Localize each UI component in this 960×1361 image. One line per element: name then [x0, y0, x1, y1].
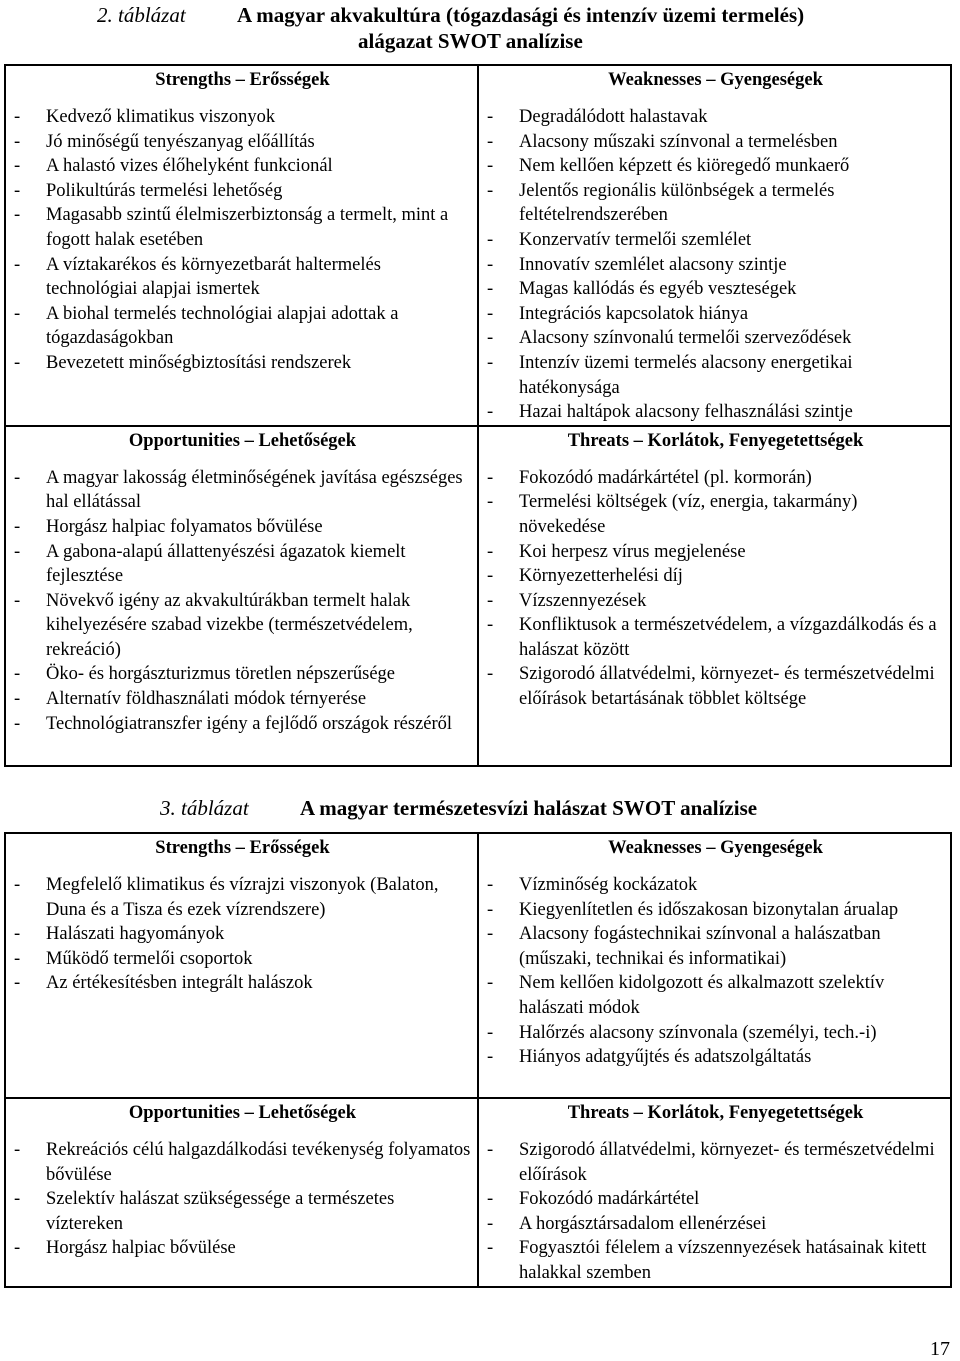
table3-caption-number: 3. táblázat	[160, 796, 249, 820]
list-item: - Halászati hagyományok	[12, 922, 473, 947]
list-item: - Nem kellően képzett és kiöregedő munkaerő	[485, 154, 946, 179]
list-item: - Magasabb szintű élelmiszerbiztonság a termelt, mint a fogott halak esetében	[12, 203, 473, 252]
list-item: - Halőrzés alacsony színvonala (személyi, tech.-i)	[485, 1021, 946, 1046]
list-item: - Kiegyenlítetlen és időszakosan bizonytalan árualap	[485, 898, 946, 923]
opportunities-cell	[5, 426, 478, 766]
list-item: - Innovatív szemlélet alacsony szintje	[485, 253, 946, 278]
list-item: - Horgász halpiac bővülése	[12, 1236, 473, 1261]
list-item: - Szigorodó állatvédelmi, környezet- és természetvédelmi előírások betartásának többlet költsége	[485, 662, 946, 711]
list-item: - Növekvő igény az akvakultúrákban termelt halak kihelyezésére szabad vizekbe (természetvédelem, rekreáció)	[12, 589, 473, 663]
list-item: - Hazai haltápok alacsony felhasználási szintje	[485, 400, 946, 425]
strengths-heading: Strengths – Erősségek	[155, 838, 330, 858]
page-number: 17	[930, 1338, 950, 1360]
weaknesses-list	[485, 873, 946, 1070]
list-item: - Intenzív üzemi termelés alacsony energetikai hatékonysága	[485, 351, 946, 400]
list-item: - Kedvező klimatikus viszonyok	[12, 105, 473, 130]
list-item: - Bevezetett minőségbiztosítási rendszerek	[12, 351, 473, 376]
opportunities-heading: Opportunities – Lehetőségek	[128, 430, 357, 451]
list-item: - Konzervatív termelői szemlélet	[485, 228, 946, 253]
list-item: - Horgász halpiac folyamatos bővülése	[12, 515, 473, 540]
list-item: - Hiányos adatgyűjtés és adatszolgáltatás	[485, 1045, 946, 1070]
weaknesses-list	[485, 105, 946, 425]
list-item: - Fokozódó madárkártétel (pl. kormorán)	[485, 466, 946, 491]
list-item: - Jelentős regionális különbségek a termelés feltételrendszerében	[485, 179, 946, 228]
swot-table-aquaculture	[4, 64, 952, 767]
strengths-cell	[5, 65, 478, 426]
strengths-list	[12, 105, 473, 376]
threats-heading: Threats – Korlátok, Fenyegetettségek	[567, 1103, 864, 1123]
list-item: - Megfelelő klimatikus és vízrajzi viszonyok (Balaton, Duna és a Tisza és ezek vízrendszere)	[12, 873, 473, 922]
strengths-cell	[5, 833, 478, 1098]
list-item: - A biohal termelés technológiai alapjai adottak a tógazdaságokban	[12, 302, 473, 351]
list-item: - Degradálódott halastavak	[485, 105, 946, 130]
weaknesses-heading: Weaknesses – Gyengeségek	[608, 838, 823, 858]
list-item: - Magas kallódás és egyéb veszteségek	[485, 277, 946, 302]
list-item: - Alacsony műszaki színvonal a termelésben	[485, 130, 946, 155]
list-item: - Alternatív földhasználati módok térnyerése	[12, 687, 473, 712]
list-item: - Termelési költségek (víz, energia, takarmány) növekedése	[485, 490, 946, 539]
opportunities-list	[12, 1138, 473, 1261]
opportunities-heading: Opportunities – Lehetőségek	[128, 1103, 357, 1123]
list-item: - Öko- és horgászturizmus töretlen népszerűsége	[12, 662, 473, 687]
list-item: - Polikultúrás termelési lehetőség	[12, 179, 473, 204]
list-item: - Fokozódó madárkártétel	[485, 1187, 946, 1212]
threats-list	[485, 1138, 946, 1286]
opportunities-cell	[5, 1098, 478, 1287]
threats-heading: Threats – Korlátok, Fenyegetettségek	[567, 430, 864, 451]
strengths-heading: Strengths – Erősségek	[155, 70, 330, 90]
threats-cell	[478, 1098, 951, 1287]
list-item: - Konfliktusok a természetvédelem, a vízgazdálkodás és a halászat között	[485, 613, 946, 662]
list-item: - Működő termelői csoportok	[12, 947, 473, 972]
list-item: - Rekreációs célú halgazdálkodási tevékenység folyamatos bővülése	[12, 1138, 473, 1187]
weaknesses-cell	[478, 833, 951, 1098]
list-item: - Integrációs kapcsolatok hiánya	[485, 302, 946, 327]
list-item: - Szigorodó állatvédelmi, környezet- és természetvédelmi előírások	[485, 1138, 946, 1187]
table2-caption-title: A magyar akvakultúra (tógazdasági és intenzív üzemi termelés)	[237, 3, 805, 27]
list-item: - Alacsony fogástechnikai színvonal a halászatban (műszaki, technikai és informatikai)	[485, 922, 946, 971]
table2-caption-title-cont: alágazat SWOT analízise	[358, 29, 583, 53]
list-item: - Vízszennyezések	[485, 589, 946, 614]
list-item: - Fogyasztói félelem a vízszennyezések hatásainak kitett halakkal szemben	[485, 1236, 946, 1285]
strengths-list	[12, 873, 473, 996]
list-item: - Technológiatranszfer igény a fejlődő országok részéről	[12, 712, 473, 737]
list-item: - A víztakarékos és környezetbarát haltermelés technológiai alapjai ismertek	[12, 253, 473, 302]
weaknesses-cell	[478, 65, 951, 426]
threats-cell	[478, 426, 951, 766]
list-item: - Szelektív halászat szükségessége a természetes víztereken	[12, 1187, 473, 1236]
list-item: - Az értékesítésben integrált halászok	[12, 971, 473, 996]
list-item: - Környezetterhelési díj	[485, 564, 946, 589]
opportunities-list	[12, 466, 473, 737]
list-item: - Alacsony színvonalú termelői szerveződések	[485, 326, 946, 351]
list-item: - Nem kellően kidolgozott és alkalmazott szelektív halászati módok	[485, 971, 946, 1020]
weaknesses-heading: Weaknesses – Gyengeségek	[608, 70, 823, 90]
table2-caption-number: 2. táblázat	[97, 3, 186, 27]
list-item: - A gabona-alapú állattenyészési ágazatok kiemelt fejlesztése	[12, 540, 473, 589]
list-item: - Vízminőség kockázatok	[485, 873, 946, 898]
list-item: - A halastó vizes élőhelyként funkcionál	[12, 154, 473, 179]
threats-list	[485, 466, 946, 712]
list-item: - A horgásztársadalom ellenérzései	[485, 1212, 946, 1237]
table3-caption-title: A magyar természetesvízi halászat SWOT analízise	[300, 796, 758, 820]
list-item: - Jó minőségű tenyészanyag előállítás	[12, 130, 473, 155]
list-item: - A magyar lakosság életminőségének javítása egészséges hal ellátással	[12, 466, 473, 515]
list-item: - Koi herpesz vírus megjelenése	[485, 540, 946, 565]
swot-table-natural-water-fishery	[4, 832, 952, 1288]
